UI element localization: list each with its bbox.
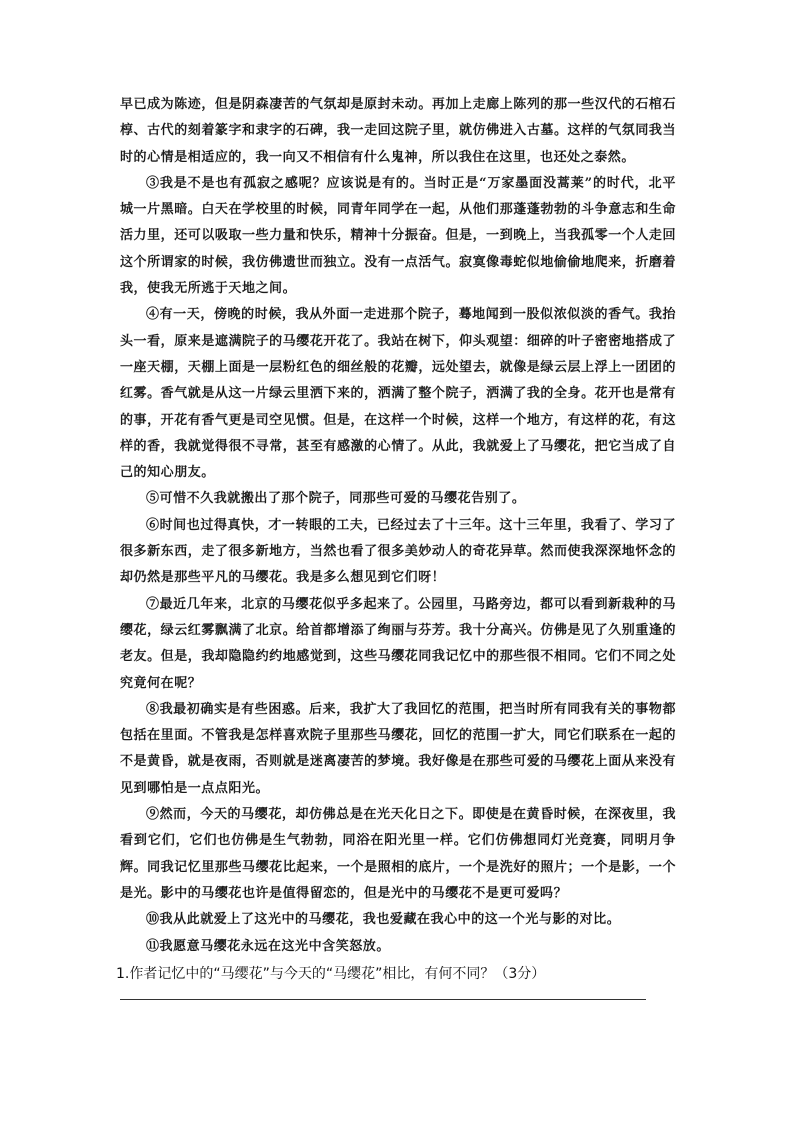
paragraph-8: ⑧我最初确实是有些困惑。后来，我扩大了我回忆的范围，把当时所有同我有关的事物都包括在里面。不管我是怎样喜欢院子里那些马缨花，回忆的范围一扩大，同它们联系在一起的不是黄昏，就是夜雨，否则就是迷离凄苦的梦境。我好像是在那些可爱的马缨花上面从来没有见到哪怕是一点点阳光。 [120, 701, 676, 796]
answer-line[interactable] [120, 999, 646, 1000]
paragraph-10: ⑩我从此就爱上了这光中的马缨花，我也爱藏在我心中的这一个光与影的对比。 [146, 912, 621, 928]
paragraph-4: ④有一天，傍晚的时候，我从外面一走进那个院子，蓦地闻到一股似浓似淡的香气。我抬头一看，原来是遮满院子的马缨花开花了。我站在树下，仰头观望：细碎的叶子密密地搭成了一座天棚，天棚上面是一层粉红色的细丝般的花瓣，远处望去，就像是绿云层上浮上一团团的红雾。香气就是从这一片绿云里洒下来的，洒满了整个院子，洒满了我的全身。花开也是常有的事，开花有香气更是司空见惯。但是，在这样一个时候，这样一个地方，有这样的花，有这样的香，我就觉得很不寻常，甚至有感激的心情了。从此，我就爱上了马缨花，把它当成了自己的知心朋友。 [120, 307, 676, 481]
question-1: 1.作者记忆中的“马缨花”与今天的“马缨花”相比，有何不同？（3分） [116, 965, 546, 982]
paragraph-continued: 早已成为陈迹，但是阴森凄苦的气氛却是原封未动。再加上走廊上陈列的那一些汉代的石棺石椁、古代的刻着篆字和隶字的石碑，我一走回这院子里，就仿佛进入古墓。这样的气氛同我当时的心情是相适应的，我一向又不相信有什么鬼神，所以我住在这里，也还处之泰然。 [120, 97, 676, 165]
paragraph-7: ⑦最近几年来，北京的马缨花似乎多起来了。公园里，马路旁边，都可以看到新栽种的马缨花，绿云红雾飘满了北京。给首都增添了绚丽与芬芳。我十分高兴。仿佛是见了久别重逢的老友。但是，我却隐隐约约地感觉到，这些马缨花同我记忆中的那些很不相同。它们不同之处究竟何在呢？ [120, 596, 676, 691]
paragraph-5: ⑤可惜不久我就搬出了那个院子，同那些可爱的马缨花告别了。 [146, 491, 526, 507]
reading-passage [116, 92, 676, 986]
paragraph-6: ⑥时间也过得真快，才一转眼的工夫，已经过去了十三年。这十三年里，我看了、学习了很多新东西，走了很多新地方，当然也看了很多美妙动人的奇花异草。然而使我深深地怀念的却仍然是那些平凡的马缨花。我是多么想见到它们呀！ [120, 517, 676, 586]
paragraph-9: ⑨然而，今天的马缨花，却仿佛总是在光天化日之下。即使是在黄昏时候，在深夜里，我看到它们，它们也仿佛是生气勃勃，同浴在阳光里一样。它们仿佛想同灯光竞赛，同明月争辉。同我记忆里那些马缨花比起来，一个是照相的底片，一个是洗好的照片；一个是影，一个是光。影中的马缨花也许是值得留恋的，但是光中的马缨花不是更可爱吗？ [120, 807, 676, 901]
paragraph-11: ⑪我愿意马缨花永远在这光中含笑怒放。 [146, 938, 390, 954]
paragraph-3: ③我是不是也有孤寂之感呢？应该说是有的。当时正是“万家墨面没蒿莱”的时代，北平城一片黑暗。白天在学校里的时候，同青年同学在一起，从他们那蓬蓬勃勃的斗争意志和生命活力里，还可以吸取一些力量和快乐，精神十分振奋。但是，一到晚上，当我孤零一个人走回这个所谓家的时候，我仿佛遗世而独立。没有一点活气。寂寞像毒蛇似地偷偷地爬来，折磨着我，使我无所逃于天地之间。 [120, 175, 676, 297]
